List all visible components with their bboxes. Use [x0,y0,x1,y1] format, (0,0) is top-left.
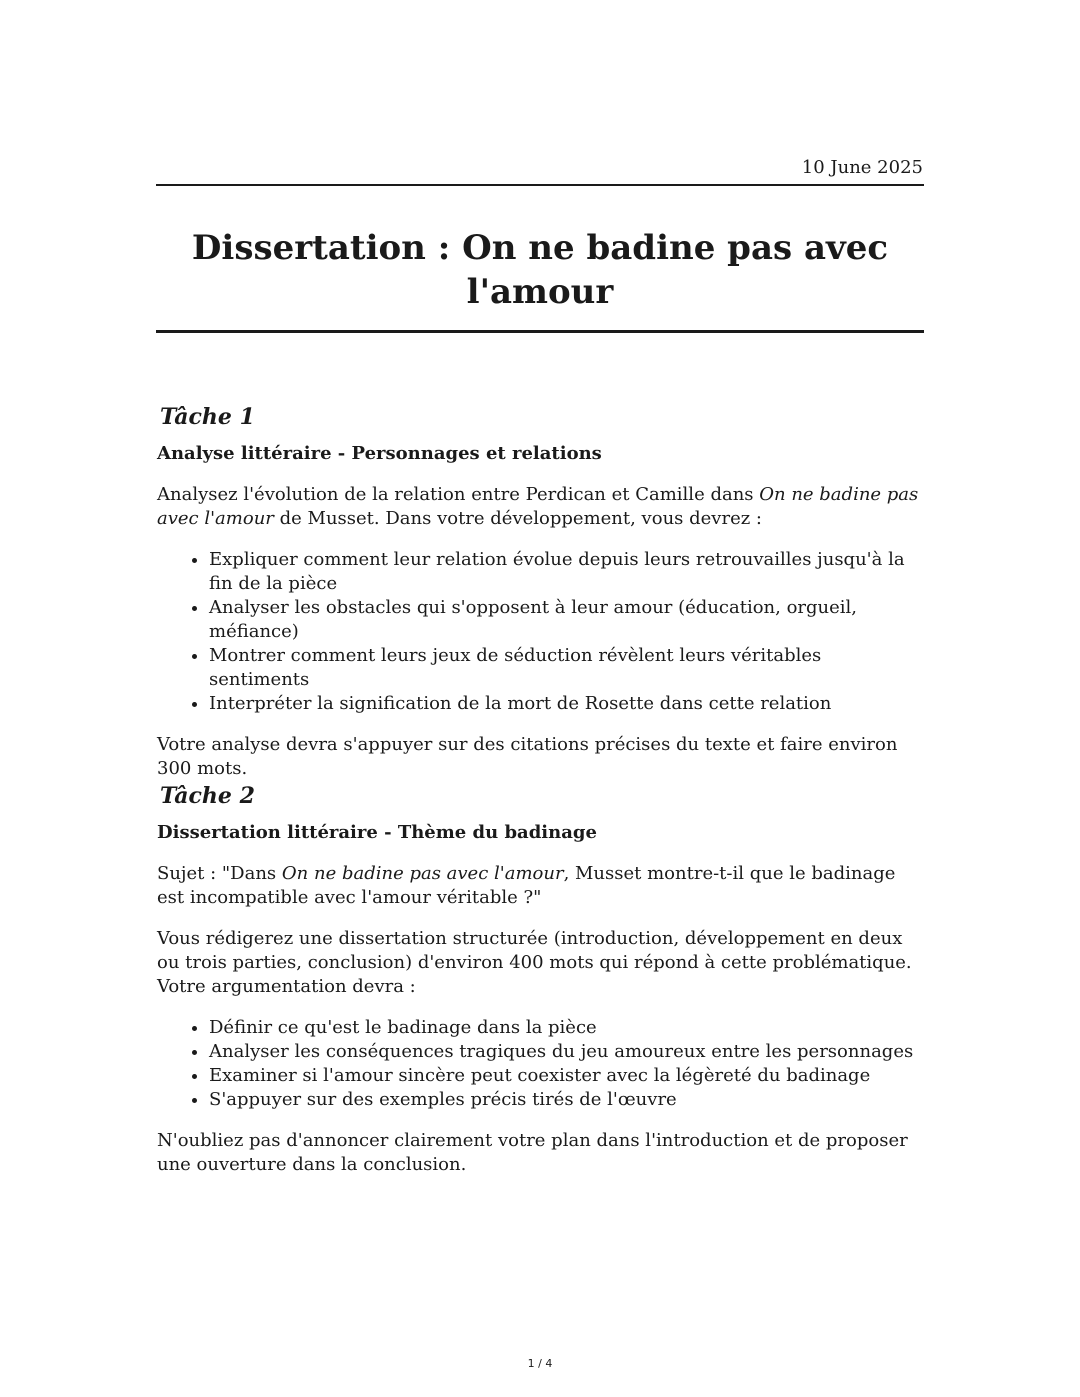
task-2-bullet-list [157,1016,927,1112]
list-item: • Montrer comment leurs jeux de séduction révèlent leurs véritables sentiments [209,644,927,692]
task-2-closing: N'oubliez pas d'annoncer clairement votre plan dans l'introduction et de proposer une ouverture dans la conclusion. [157,1130,908,1175]
task-1-intro [157,483,927,531]
task-1-heading: Tâche 1 [160,404,255,430]
document-title: Dissertation : On ne badine pas avec l'amour [191,228,889,312]
list-item: • Définir ce qu'est le badinage dans la pièce [209,1016,927,1040]
list-item: • S'appuyer sur des exemples précis tirés de l'œuvre [209,1088,927,1112]
task-1-intro-text: Analysez l'évolution de la relation entre Perdican et Camille dans [157,484,760,505]
header-divider [156,184,924,186]
task-2-heading: Tâche 2 [160,783,255,809]
task-2-subject-text: Sujet : "Dans [157,863,282,884]
play-title-italic: On ne badine pas avec l'amour [157,484,919,529]
task-2-subject [157,862,927,910]
title-divider [156,330,924,333]
task-2-instructions: Vous rédigerez une dissertation structurée (introduction, développement en deux ou trois parties, conclusion) d'environ 400 mots qui répond à cette problématique. Votre argumentation devra : [157,928,912,997]
task-1-section [157,402,927,781]
task-1-intro-text-end: de Musset. Dans votre développement, vous devrez : [273,508,762,529]
task-1-subtitle: Analyse littéraire - Personnages et relations [157,443,602,464]
task-2-subtitle: Dissertation littéraire - Thème du badinage [157,822,597,843]
task-2-subject-text-end: , Musset montre-t-il que le badinage est incompatible avec l'amour véritable ?" [157,863,896,908]
list-item: • Analyser les conséquences tragiques du jeu amoureux entre les personnages [209,1040,927,1064]
play-title-italic: On ne badine pas avec l'amour [281,863,564,884]
page-number: 1 / 4 [527,1357,553,1370]
list-item: • Examiner si l'amour sincère peut coexister avec la légèreté du badinage [209,1064,927,1088]
document-date: 10 June 2025 [801,157,923,178]
task-1-bullet-list [157,548,927,716]
task-2-section [157,781,927,1177]
list-item: • Interpréter la signification de la mort de Rosette dans cette relation [209,692,927,716]
task-1-closing: Votre analyse devra s'appuyer sur des citations précises du texte et faire environ 300 mots. [157,734,898,779]
list-item: • Analyser les obstacles qui s'opposent à leur amour (éducation, orgueil, méfiance) [209,596,927,644]
list-item: • Expliquer comment leur relation évolue depuis leurs retrouvailles jusqu'à la fin de la pièce [209,548,927,596]
